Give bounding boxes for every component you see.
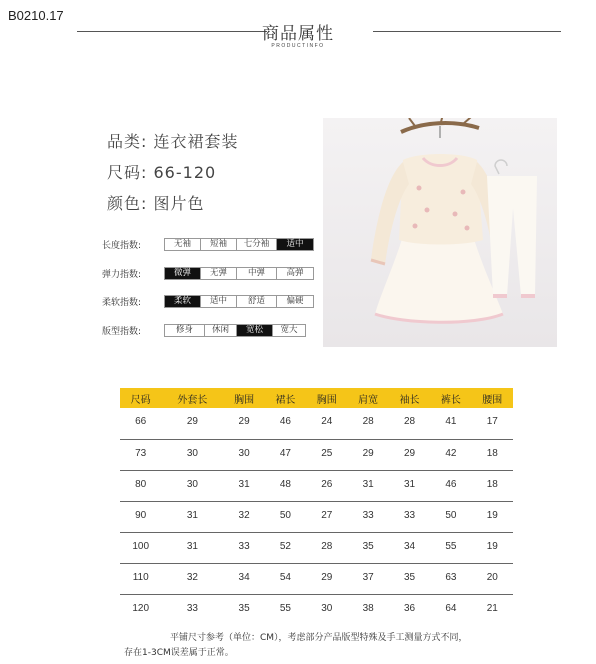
table-row <box>120 594 513 625</box>
index-option-selected: 适中 <box>277 239 313 250</box>
index-label: 版型指数: <box>102 326 142 337</box>
table-row <box>120 408 513 439</box>
table-cell: 33 <box>389 501 430 532</box>
index-option: 短袖 <box>201 239 237 250</box>
table-cell: 30 <box>321 602 333 614</box>
table-cell: 18 <box>472 470 513 501</box>
size-table <box>120 388 513 625</box>
page-subtitle: PRODUCTINFO <box>271 43 325 49</box>
table-cell: 31 <box>389 470 430 501</box>
index-length <box>102 237 314 251</box>
table-cell: 38 <box>362 602 374 614</box>
table-row <box>120 470 513 501</box>
index-label: 弹力指数: <box>102 269 142 280</box>
table-cell: 34 <box>223 563 264 594</box>
index-option: 七分袖 <box>237 239 277 250</box>
table-cell: 19 <box>472 501 513 532</box>
index-option: 休闲 <box>205 325 237 336</box>
table-cell: 28 <box>389 408 430 439</box>
table-cell: 35 <box>389 563 430 594</box>
index-option-selected: 柔软 <box>165 296 201 307</box>
product-illustration <box>323 118 557 347</box>
table-cell: 47 <box>265 439 306 470</box>
attribute-label: 颜色: <box>107 194 148 213</box>
product-photo <box>323 118 557 347</box>
index-option: 无袖 <box>165 239 201 250</box>
index-option: 适中 <box>201 296 237 307</box>
page-title: 商品属性 <box>262 24 334 44</box>
table-row <box>120 563 513 594</box>
table-cell: 46 <box>265 408 306 439</box>
table-cell: 48 <box>265 470 306 501</box>
attribute-category <box>107 129 239 152</box>
table-cell: 30 <box>223 439 264 470</box>
note-line-1: 平铺尺寸参考（单位：CM），考虑部分产品版型特殊及手工测量方式不同， <box>170 633 468 643</box>
table-cell: 52 <box>265 532 306 563</box>
table-cell: 41 <box>430 408 471 439</box>
index-options <box>164 324 306 337</box>
index-option: 宽大 <box>280 324 298 335</box>
table-cell: 31 <box>347 470 388 501</box>
table-cell: 17 <box>472 408 513 439</box>
table-cell: 24 <box>306 408 347 439</box>
attribute-value: 连衣裙套装 <box>153 132 239 151</box>
index-option: 高弹 <box>286 267 304 278</box>
table-cell: 30 <box>161 470 223 501</box>
table-cell: 33 <box>223 532 264 563</box>
table-cell: 29 <box>161 408 223 439</box>
index-label: 长度指数: <box>102 240 142 251</box>
table-cell: 32 <box>223 501 264 532</box>
table-cell: 28 <box>347 408 388 439</box>
index-option: 无弹 <box>201 268 237 279</box>
table-row <box>120 532 513 563</box>
table-cell: 27 <box>306 501 347 532</box>
table-cell: 73 <box>120 439 161 470</box>
attribute-color <box>107 191 205 214</box>
index-options <box>164 295 314 308</box>
table-cell: 55 <box>279 602 291 614</box>
table-cell: 35 <box>347 532 388 563</box>
table-header-cell: 裙长 <box>265 388 306 408</box>
table-header-cell: 裤长 <box>430 388 471 408</box>
table-header-cell: 尺码 <box>120 388 161 408</box>
table-cell: 29 <box>306 563 347 594</box>
index-options <box>164 267 314 280</box>
table-cell: 29 <box>347 439 388 470</box>
table-cell: 25 <box>306 439 347 470</box>
table-cell: 33 <box>186 602 198 614</box>
table-cell: 33 <box>347 501 388 532</box>
index-elasticity <box>102 266 314 280</box>
table-cell: 31 <box>223 470 264 501</box>
table-header-cell: 外套长 <box>161 388 223 408</box>
table-cell: 50 <box>265 501 306 532</box>
table-header-cell: 胸围 <box>223 388 264 408</box>
table-cell: 54 <box>265 563 306 594</box>
table-header-cell: 袖长 <box>389 388 430 408</box>
table-cell: 29 <box>223 408 264 439</box>
index-option: 舒适 <box>237 296 277 307</box>
table-cell: 100 <box>120 532 161 563</box>
table-cell: 64 <box>445 602 457 614</box>
table-cell: 20 <box>472 563 513 594</box>
table-row <box>120 501 513 532</box>
table-cell: 46 <box>430 470 471 501</box>
index-options <box>164 238 314 251</box>
table-cell: 66 <box>120 408 161 439</box>
attribute-value: 66-120 <box>153 163 217 182</box>
table-cell: 31 <box>161 532 223 563</box>
product-code: B0210.17 <box>8 8 64 23</box>
table-cell: 36 <box>403 602 416 614</box>
note-line-2: 存在1-3CM误差属于正常。 <box>124 648 234 658</box>
table-cell: 55 <box>430 532 471 563</box>
table-row <box>120 439 513 470</box>
table-cell: 80 <box>120 470 161 501</box>
table-cell: 29 <box>389 439 430 470</box>
table-cell: 28 <box>306 532 347 563</box>
table-cell: 50 <box>430 501 471 532</box>
table-cell: 63 <box>430 563 471 594</box>
table-cell: 42 <box>430 439 471 470</box>
table-header-row <box>120 388 513 408</box>
table-header-cell: 胸围 <box>306 388 347 408</box>
table-cell: 21 <box>486 602 498 614</box>
table-header-cell: 腰围 <box>472 388 513 408</box>
table-cell: 18 <box>472 439 513 470</box>
table-cell: 34 <box>389 532 430 563</box>
table-header-cell: 肩宽 <box>347 388 388 408</box>
attribute-size <box>107 160 216 183</box>
table-cell: 26 <box>306 470 347 501</box>
table-cell: 120 <box>132 602 150 614</box>
index-option: 偏硬 <box>286 295 304 306</box>
measurement-note <box>120 631 560 661</box>
attribute-value: 图片色 <box>153 194 205 213</box>
table-cell: 35 <box>238 602 250 614</box>
table-cell: 30 <box>161 439 223 470</box>
table-cell: 37 <box>347 563 388 594</box>
index-softness <box>102 294 314 308</box>
table-cell: 19 <box>472 532 513 563</box>
index-label: 柔软指数: <box>102 297 142 308</box>
index-option: 修身 <box>165 325 205 336</box>
attribute-label: 尺码: <box>107 163 148 182</box>
table-cell: 110 <box>120 563 161 594</box>
index-option-selected: 宽松 <box>237 325 273 336</box>
attribute-label: 品类: <box>107 132 148 151</box>
index-fit <box>102 323 306 337</box>
table-cell: 31 <box>161 501 223 532</box>
table-cell: 32 <box>161 563 223 594</box>
index-option: 中弹 <box>237 268 277 279</box>
index-option-selected: 微弹 <box>165 268 201 279</box>
table-cell: 90 <box>120 501 161 532</box>
